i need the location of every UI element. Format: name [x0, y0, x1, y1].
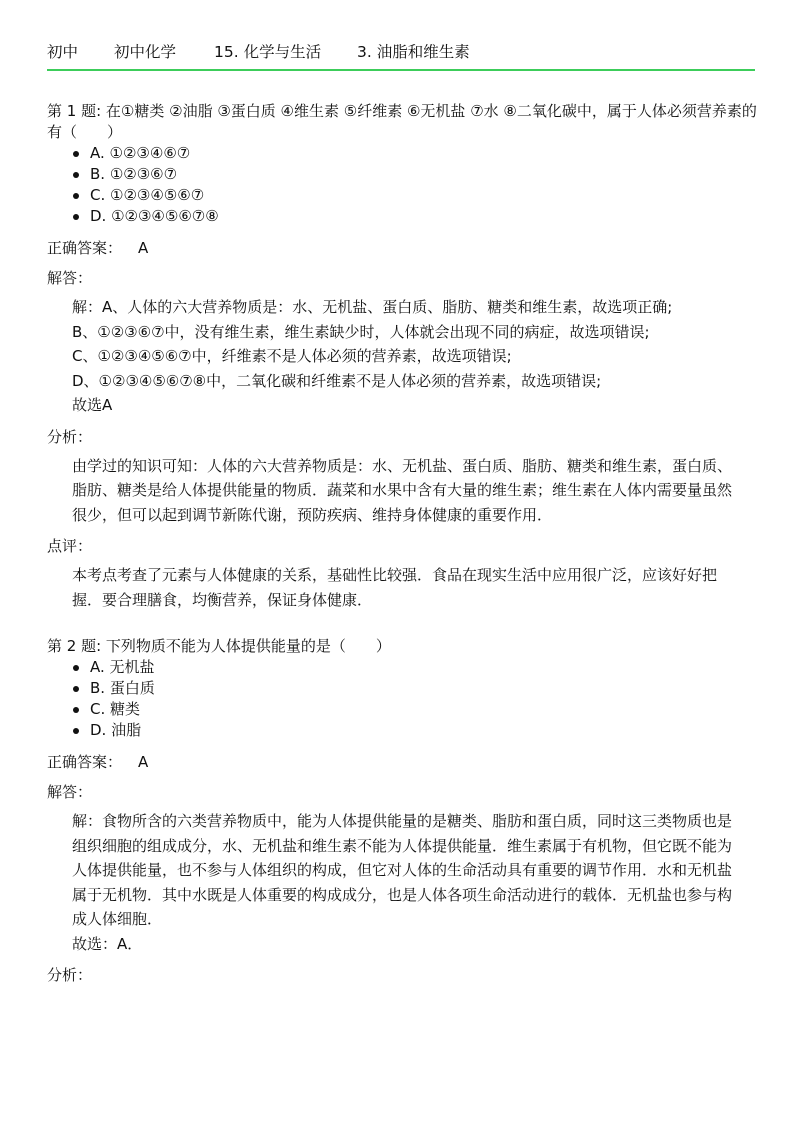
breadcrumb-section[interactable]: 3. 油脂和维生素	[357, 43, 470, 61]
solution-line: D、①②③④⑤⑥⑦⑧中，二氧化碳和纤维素不是人体必须的营养素，故选项错误;	[72, 371, 602, 390]
bullet-icon	[73, 665, 79, 671]
bullet-icon	[73, 728, 79, 734]
option-text: D. ①②③④⑤⑥⑦⑧	[90, 207, 219, 225]
option-text: A. ①②③④⑥⑦	[90, 144, 191, 162]
analysis-text: 由学过的知识可知：人体的六大营养物质是：水、无机盐、蛋白质、脂肪、糖类和维生素，蛋白质、脂肪、糖类是给人体提供能量的物质．蔬菜和水果中含有大量的维生素；维生素在人体内需要量虽然很少，但可以起到调节新陈代谢，预防疾病、维持身体健康的重要作用．	[72, 456, 733, 524]
solution-line: C、①②③④⑤⑥⑦中，纤维素不是人体必须的营养素，故选项错误;	[72, 347, 512, 365]
comment-text: 本考点考查了元素与人体健康的关系，基础性比较强．食品在现实生活中应用很广泛，应该好好把握．要合理膳食，均衡营养，保证身体健康．	[72, 566, 718, 609]
option-d	[73, 206, 757, 227]
option-b	[73, 164, 757, 185]
option-text: C. 糖类	[90, 700, 141, 718]
option-text: D. 油脂	[90, 721, 142, 739]
analysis-body	[72, 454, 732, 528]
correct-answer	[47, 237, 757, 259]
option-a	[73, 143, 757, 164]
answer-value: A	[138, 753, 149, 771]
bullet-icon	[73, 686, 79, 692]
solution-line: 解：食物所含的六类营养物质中，能为人体提供能量的是糖类、脂肪和蛋白质，同时这三类物质也是组织细胞的组成成分，水、无机盐和维生素不能为人体提供能量．维生素属于有机物，但它既不能为人体提供能量，也不参与人体组织的构成，但它对人体的生命活动具有重要的调节作用．水和无机盐属于无机物．其中水既是人体重要的构成成分，也是人体各项生命活动进行的载体．无机盐也参与构成人体细胞．	[72, 812, 733, 928]
option-c	[73, 185, 757, 206]
solution-line: 故选A	[72, 396, 113, 414]
option-b	[73, 678, 757, 699]
correct-answer	[47, 751, 757, 773]
solution-body	[72, 809, 732, 956]
answer-value: A	[138, 239, 149, 257]
analysis-label: 分析：	[47, 427, 93, 446]
comment-body	[72, 563, 732, 612]
comment-label: 点评：	[47, 537, 93, 555]
bullet-icon	[73, 707, 79, 713]
question-stem: 第 2 题: 下列物质不能为人体提供能量的是（ ）	[47, 637, 391, 655]
solution-line: 解：A、人体的六大营养物质是：水、无机盐、蛋白质、脂肪、糖类和维生素，故选项正确;	[72, 298, 673, 316]
bullet-icon	[73, 214, 79, 220]
option-list	[47, 143, 757, 227]
breadcrumb-chapter[interactable]: 15. 化学与生活	[214, 43, 322, 61]
option-c	[73, 699, 757, 720]
breadcrumb	[47, 40, 470, 64]
solution-line: 故选：A．	[72, 934, 143, 953]
option-text: A. 无机盐	[90, 658, 155, 676]
question-stem: 第 1 题: 在①糖类 ②油脂 ③蛋白质 ④维生素 ⑤纤维素 ⑥无机盐 ⑦水 ⑧二氧化碳中，属于人体必须营养素的有（ ）	[47, 102, 757, 141]
breadcrumb-level[interactable]: 初中	[47, 43, 79, 61]
solution-label: 解答：	[47, 269, 93, 287]
answer-label: 正确答案：	[47, 239, 123, 257]
solution-line: B、①②③⑥⑦中，没有维生素，维生素缺少时，人体就会出现不同的病症，故选项错误;	[72, 322, 650, 341]
analysis-label: 分析：	[47, 966, 93, 984]
question-spacer	[47, 612, 757, 636]
question-2	[47, 636, 757, 986]
solution-label: 解答：	[47, 783, 93, 801]
option-list	[47, 657, 757, 741]
bullet-icon	[73, 172, 79, 178]
question-1	[47, 101, 757, 612]
breadcrumb-subject[interactable]: 初中化学	[114, 43, 177, 61]
option-text: C. ①②③④⑤⑥⑦	[90, 186, 205, 204]
option-a	[73, 657, 757, 678]
option-d	[73, 720, 757, 741]
question-list	[47, 101, 757, 986]
option-text: B. ①②③⑥⑦	[90, 165, 178, 183]
bullet-icon	[73, 151, 79, 157]
bullet-icon	[73, 193, 79, 199]
solution-body	[72, 295, 732, 418]
header-divider	[47, 69, 755, 71]
answer-label: 正确答案：	[47, 753, 123, 771]
option-text: B. 蛋白质	[90, 679, 155, 697]
